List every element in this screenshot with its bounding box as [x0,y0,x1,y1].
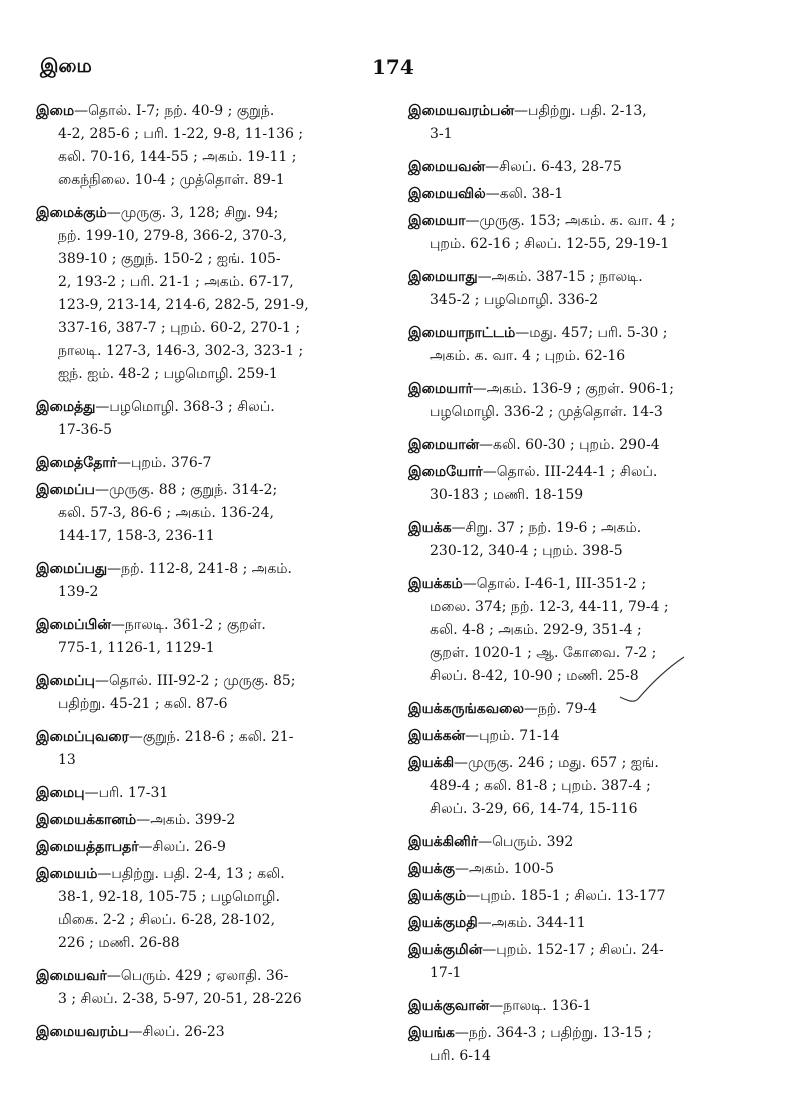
index-entry [36,558,376,604]
index-entry [408,434,766,457]
index-entry [36,863,376,955]
entry-headword: இமையக்கானம் [36,812,137,828]
index-entry [408,725,766,748]
entry-references: —பெரும். 429 ; ஏலாதி. 36- 3 ; சிலப். 2-38, 5-97, 20-51, 28-226 [58,968,302,1007]
entry-headword: இயக்கினிர் [408,834,479,850]
index-entry [408,183,766,206]
entry-headword: இயக்கி [408,755,455,771]
entry-references: —புறம். 376-7 [116,455,212,471]
entry-headword: இமையவில் [408,186,486,202]
index-entry [36,726,376,772]
entry-references: —பழமொழி. 368-3 ; சிலப். 17-36-5 [58,399,275,438]
entry-references: —தொல். III-244-1 ; சிலப். 30-183 ; மணி. 18-159 [430,464,658,503]
entry-references: —சிலப். 26-9 [138,839,226,855]
entry-references: —நற். 79-4 [524,701,597,717]
index-entry [36,782,376,805]
entry-headword: இமையவர் [36,968,107,984]
entry-headword: இயக்குமதி [408,915,478,931]
entry-headword: இமைப்பு [36,673,95,689]
entry-references: —நற். 112-8, 241-8 ; அகம். 139-2 [58,561,292,600]
entry-references: —புறம். 152-17 ; சிலப். 24- 17-1 [430,942,664,981]
entry-references: —அகம். 100-5 [454,861,554,877]
entry-headword: இயக்கன் [408,728,466,744]
entry-headword: இமைபு [36,785,85,801]
entry-references: —சிறு. 37 ; நற். 19-6 ; அகம். 230-12, 340-4 ; புறம். 398-5 [430,520,642,559]
pen-check-mark [618,655,688,705]
right-column [408,100,766,1078]
entry-headword: இமைப்ப [36,482,95,498]
index-entry [408,266,766,312]
entry-references: —முருகு. 246 ; மது. 657 ; ஐங். 489-4 ; கலி. 81-8 ; புறம். 387-4 ; சிலப். 3-29, 66, 14-74, 15-116 [430,755,659,817]
entry-references: —அகம். 136-9 ; குறள். 906-1; பழமொழி. 336-2 ; முத்தொள். 14-3 [430,381,674,420]
index-entry [36,100,376,192]
entry-references: —நற். 364-3 ; பதிற்று. 13-15 ; பரி. 6-14 [430,1025,652,1064]
entry-references: —சிலப். 26-23 [128,1024,225,1040]
entry-headword: இமையவன் [408,159,486,175]
entry-headword: இயக்குமின் [408,942,483,958]
entry-headword: இமையோர் [408,464,483,480]
entry-headword: இமைக்கும் [36,205,107,221]
index-entry [408,322,766,368]
entry-references: —குறுந். 218-6 ; கலி. 21- 13 [58,729,294,768]
entry-headword: இயங்க [408,1025,455,1041]
entry-headword: இமையவரம்ப [36,1024,129,1040]
entry-headword: இமை [36,103,75,119]
index-entry [408,698,766,721]
index-entry [408,1022,766,1068]
entry-references: —கலி. 60-30 ; புறம். 290-4 [479,437,660,453]
entry-references: —புறம். 71-14 [465,728,560,744]
entry-references: —அகம். 387-15 ; நாலடி. 345-2 ; பழமொழி. 336-2 [430,269,643,308]
entry-headword: இயக்கம் [408,576,463,592]
index-entry [36,614,376,660]
entry-headword: இமையாநாட்டம் [408,325,516,341]
entry-headword: இமைப்புவரை [36,729,129,745]
entry-references: —அகம். 399-2 [136,812,236,828]
index-entry [36,396,376,442]
entry-headword: இமையாது [408,269,478,285]
entry-headword: இமைத்தோர் [36,455,117,471]
entry-headword: இமையவரம்பன் [408,103,515,119]
entry-headword: இமைப்பின் [36,617,111,633]
entry-references: —புறம். 185-1 ; சிலப். 13-177 [466,888,666,904]
entry-headword: இமையான் [408,437,480,453]
index-entry [36,836,376,859]
entry-references: —தொல். III-92-2 ; முருகு. 85; பதிற்று. 45-21 ; கலி. 87-6 [58,673,296,712]
index-entry [408,461,766,507]
index-entry [36,452,376,475]
index-entry [36,1021,376,1044]
entry-references: —நாலடி. 136-1 [489,998,592,1014]
index-entry [408,100,766,146]
entry-headword: இமைப்பது [36,561,108,577]
entry-headword: இயக்கருங்கவலை [408,701,524,717]
entry-references: —மது. 457; பரி. 5-30 ; அகம். க. வா. 4 ; புறம். 62-16 [430,325,668,364]
entry-references: —பதிற்று. பதி. 2-13, 3-1 [430,103,647,142]
running-header-word: இமை [40,55,92,77]
page-number: 174 [372,55,414,79]
index-entry [36,202,376,386]
entry-headword: இமையத்தாபதர் [36,839,139,855]
entry-headword: இமையார் [408,381,473,397]
index-entry [408,156,766,179]
entry-references: —பதிற்று. பதி. 2-4, 13 ; கலி. 38-1, 92-18, 105-75 ; பழமொழி. மிகை. 2-2 ; சிலப். 6-28, 28-102, 226 ; மணி. 26-88 [58,866,285,951]
entry-references: —கலி. 38-1 [485,186,564,202]
index-entry [408,885,766,908]
index-entry [36,809,376,832]
index-entry [408,517,766,563]
entry-headword: இயக்கும் [408,888,467,904]
entry-headword: இயக்கு [408,861,455,877]
entry-references: —பெரும். 392 [478,834,574,850]
index-entry [408,912,766,935]
index-entry [408,210,766,256]
index-entry [408,831,766,854]
entry-references: —முருகு. 3, 128; சிறு. 94; நற். 199-10, 279-8, 366-2, 370-3, 389-10 ; குறுந். 150-2 ; ஐங். 105- 2, 193-2 ; பரி. 21-1 ; அகம். 67-17, 123-9, 213-14, 214-6, 282-5, 291-9, 337-16, 387-7 ; புறம். 60-2, 270-1 ; நாலடி. 127-3, 146-3, 302-3, 323-1 ; ஐந். ஐம். 48-2 ; பழமொழி. 259-1 [58,205,309,382]
entry-headword: இமையா [408,213,466,229]
index-entry [408,378,766,424]
entry-references: —முருகு. 88 ; குறுந். 314-2; கலி. 57-3, 86-6 ; அகம். 136-24, 144-17, 158-3, 236-11 [58,482,278,544]
entry-references: —தொல். I-46-1, III-351-2 ; மலை. 374; நற். 12-3, 44-11, 79-4 ; கலி. 4-8 ; அகம். 292-9, 351-4 ; குறள். 1020-1 ; ஆ. கோவை. 7-2 ; சிலப். 8-42, 10-90 ; மணி. 25-8 [430,576,669,684]
left-column [36,100,376,1048]
entry-headword: இமைத்து [36,399,96,415]
entry-references: —நாலடி. 361-2 ; குறள். 775-1, 1126-1, 1129-1 [58,617,266,656]
entry-headword: இயக்க [408,520,452,536]
index-entry [408,752,766,821]
index-entry [408,858,766,881]
entry-references: —பரி. 17-31 [84,785,169,801]
index-entry [408,573,766,688]
index-entry [408,995,766,1018]
entry-headword: இமையம் [36,866,98,882]
entry-references: —சிலப். 6-43, 28-75 [485,159,622,175]
index-entry [36,965,376,1011]
entry-references: —அகம். 344-11 [477,915,586,931]
index-entry [36,479,376,548]
index-entry [408,939,766,985]
entry-headword: இயக்குவான் [408,998,490,1014]
entry-references: —முருகு. 153; அகம். க. வா. 4 ; புறம். 62-16 ; சிலப். 12-55, 29-19-1 [430,213,676,252]
index-entry [36,670,376,716]
entry-references: —தொல். I-7; நற். 40-9 ; குறுந். 4-2, 285-6 ; பரி. 1-22, 9-8, 11-136 ; கலி. 70-16, 144-55 ; அகம். 19-11 ; கைந்நிலை. 10-4 ; முத்தொள். 89-1 [58,103,304,188]
